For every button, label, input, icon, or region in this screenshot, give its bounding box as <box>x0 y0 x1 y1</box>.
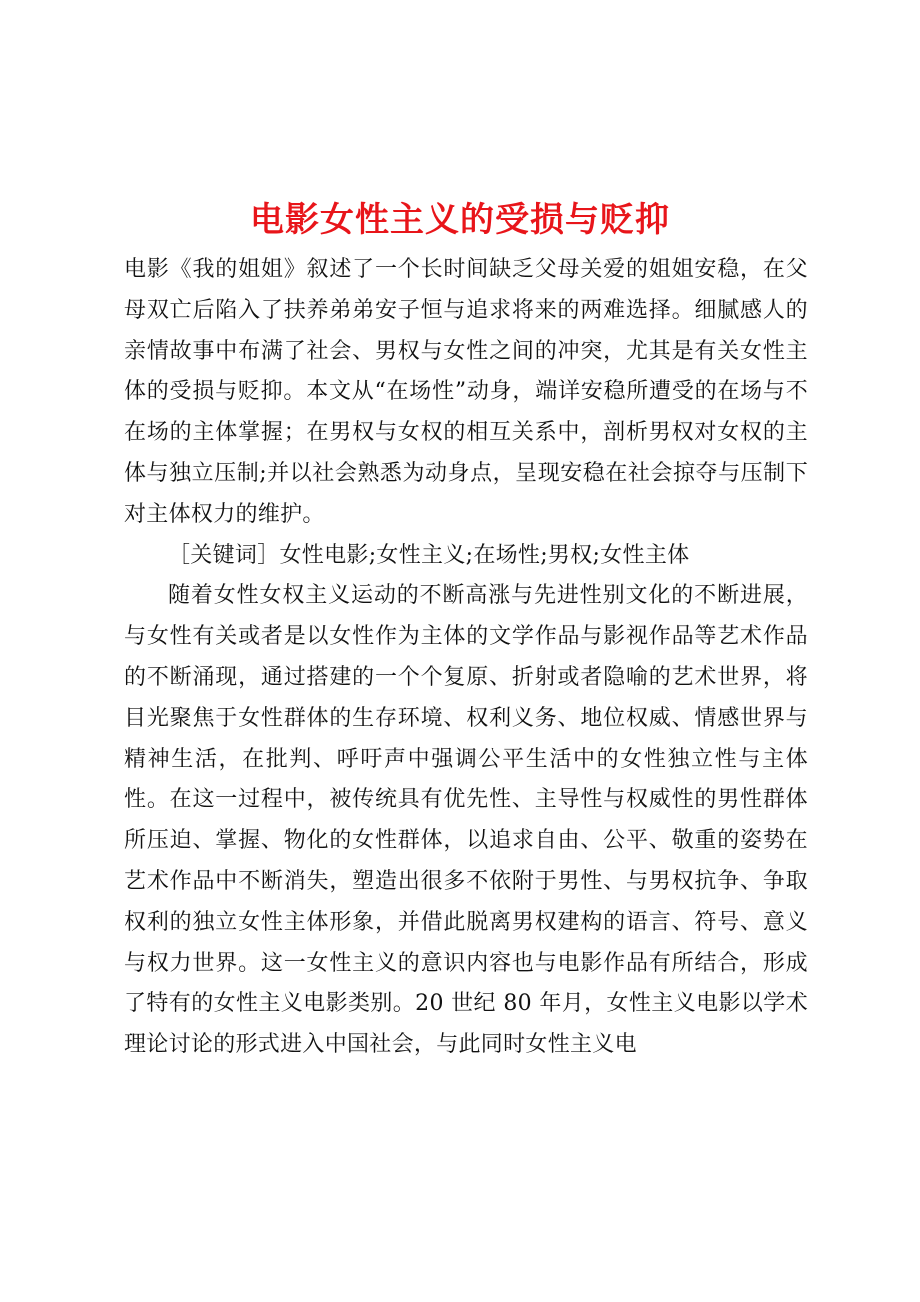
body-paragraph: 随着女性女权主义运动的不断高涨与先进性别文化的不断进展，与女性有关或者是以女性作为主体的文学作品与影视作品等艺术作品的不断涌现，通过搭建的一个个复原、折射或者隐喻的艺术世界，将目光聚焦于女性群体的生存环境、权利义务、地位权威、情感世界与精神生活，在批判、呼吁声中强调公平生活中的女性独立性与主体性。在这一过程中，被传统具有优先性、主导性与权威性的男性群体所压迫、掌握、物化的女性群体，以追求自由、公平、敬重的姿势在艺术作品中不断消失，塑造出很多不依附于男性、与男权抗争、争取权利的独立女性主体形象，并借此脱离男权建构的语言、符号、意义与权力世界。这一女性主义的意识内容也与电影作品有所结合，形成了特有的女性主义电影类别。20 世纪 80 年月，女性主义电影以学术理论讨论的形式进入中国社会，与此同时女性主义电 <box>124 583 808 1058</box>
document-body <box>124 250 808 1066</box>
keywords-line: ［关键词］女性电影;女性主义;在场性;男权;女性主体 <box>168 542 690 568</box>
document-title: 电影女性主义的受损与贬抑 <box>250 200 670 240</box>
abstract-paragraph: 电影《我的姐姐》叙述了一个长时间缺乏父母关爱的姐姐安稳，在父母双亡后陷入了扶养弟弟安子恒与追求将来的两难选择。细腻感人的亲情故事中布满了社会、男权与女性之间的冲突，尤其是有关女性主体的受损与贬抑。本文从“在场性”动身，端详安稳所遭受的在场与不在场的主体掌握；在男权与女权的相互关系中，剖析男权对女权的主体与独立压制;并以社会熟悉为动身点，呈现安稳在社会掠夺与压制下对主体权力的维护。 <box>124 257 808 527</box>
